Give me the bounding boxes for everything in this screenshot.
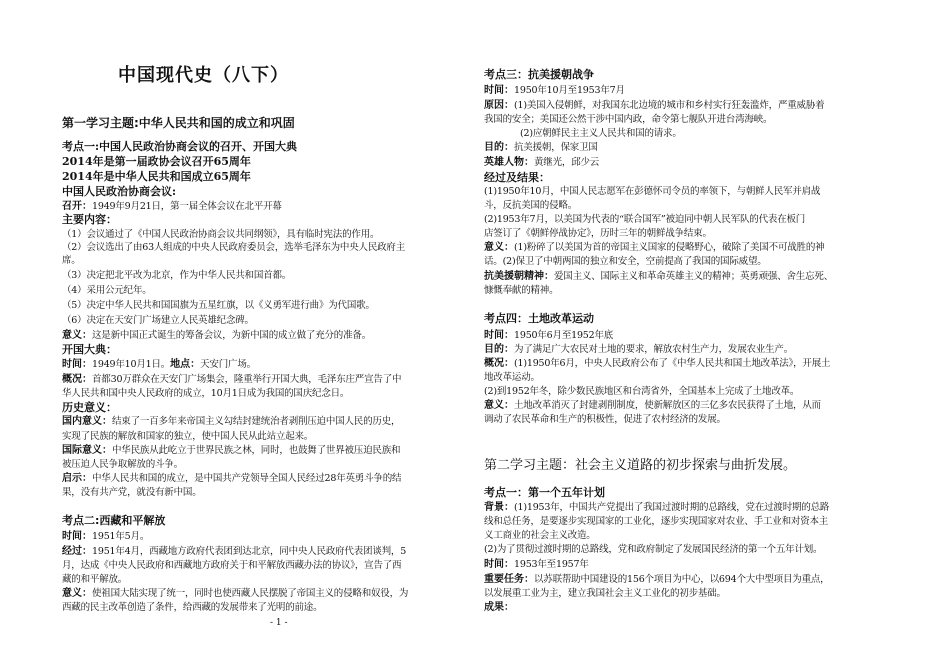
meaning-text: 调动了农民革命和生产的积极性，促进了农村经济的发展。 — [484, 414, 726, 425]
overview-text: 地改革运动。 — [484, 372, 540, 383]
goal-label: 目的： — [484, 142, 514, 153]
task-line — [484, 574, 829, 586]
ceremony-time-line — [62, 359, 256, 371]
cause-text: 我国的安全；美国还公然干涉中国内政，命令第七舰队开进台湾海峡。 — [484, 114, 773, 125]
overview-text: (1)1950年6月，中央人民政府公布了《中华人民共和国土地改革法》，开展土 — [514, 358, 831, 369]
time-label: 时间： — [484, 559, 514, 570]
meaning-label: 意义： — [484, 242, 514, 253]
k3-heading: 考点三：抗美援朝战争 — [484, 68, 594, 81]
overview-text: 华人民共和国中央人民政府的成立，10月1日成为我国的国庆纪念日。 — [62, 388, 350, 399]
background-text: (1)1953年，中国共产党提出了我国过渡时期的总路线，党在过渡时期的总路 — [514, 502, 830, 513]
meaning-text: 话。(2)保卫了中朝两国的独立和安全，空前提高了我国的国际威望。 — [484, 256, 767, 267]
background-text: 线和总任务，是要逐步实现国家的工业化，逐步实现国家对农业、手工业和对资本主 — [484, 516, 829, 527]
tibet-meaning-line — [62, 588, 408, 600]
domestic-label: 国内意义： — [62, 416, 112, 427]
background-text: (2)为了贯彻过渡时期的总路线，党和政府制定了发展国民经济的第一个五年计划。 — [484, 544, 823, 555]
spirit-text: 慷慨奉献的精神。 — [484, 285, 559, 296]
page-title: 中国现代史（八下） — [118, 65, 289, 86]
convene-line — [62, 201, 282, 213]
overview-line — [62, 374, 401, 386]
spirit-line — [484, 271, 833, 283]
overview-text: 首都30万群众在天安门广场集会，隆重举行开国大典，毛泽东庄严宣告了中 — [92, 374, 402, 385]
background-line — [484, 502, 829, 514]
theme2-heading: 第二学习主题：社会主义道路的初步探索与曲折发展。 — [484, 458, 797, 473]
insight-label: 启示： — [62, 473, 92, 484]
process-line — [62, 546, 406, 558]
convene-text: 1949年9月21日，第一届全体会议在北平开幕 — [92, 201, 282, 212]
result-heading: 经过及结果： — [484, 171, 550, 184]
goal-line — [484, 142, 598, 154]
task-text: 以发展重工业为主，建立我国社会主义工业化的初步基础。 — [484, 588, 726, 599]
result-text: (1)1950年10月，中国人民志愿军在彭德怀司令员的率领下，与朝鲜人民军并肩战 — [484, 186, 821, 197]
cppcc-heading: 中国人民政治协商会议: — [62, 185, 177, 198]
ceremony-time: 1949年10月1日。 — [92, 359, 171, 370]
content-item: （3）决定把北平改为北京，作为中华人民共和国首都。 — [62, 270, 292, 281]
spirit-label: 抗美援朝精神： — [484, 271, 554, 282]
tibet-time: 1951年5月。 — [92, 531, 150, 542]
war-time-line — [484, 85, 625, 97]
hero-line — [484, 157, 599, 169]
background-label: 背景： — [484, 502, 514, 513]
content-item: （6）决定在天安门广场建立人民英雄纪念碑。 — [62, 315, 254, 326]
main-content-heading: 主要内容： — [62, 213, 117, 226]
overview-label: 概况： — [62, 374, 92, 385]
ceremony-heading: 开国大典： — [62, 343, 117, 356]
task-text: 以苏联帮助中国建设的156个项目为中心，以694个大中型项目为重点， — [534, 574, 830, 585]
anniversary-2: 2014年是中华人民共和国成立65周年 — [62, 170, 251, 183]
process-text: 月，达成《中央人民政府和西藏地方政府关于和平解放西藏办法的协议》，宣告了西 — [62, 560, 402, 571]
war-time: 1950年10月至1953年7月 — [514, 85, 625, 96]
meaning-text: 西藏的民主改革创造了条件，给西藏的发展带来了光明的前途。 — [62, 602, 323, 613]
hero-text: 黄继光，邱少云 — [534, 157, 600, 168]
theme1-heading: 第一学习主题:中华人民共和国的成立和巩固 — [62, 116, 295, 130]
goal-text: 抗美援朝，保家卫国 — [514, 142, 598, 153]
spirit-text: 爱国主义、国际主义和革命英雄主义的精神；英勇顽强、舍生忘死、 — [554, 271, 834, 282]
meaning-text: 使祖国大陆实现了统一，同时也使西藏人民摆脱了帝国主义的侵略和奴役，为 — [92, 588, 409, 599]
meaning-text: 土地改革消灭了封建剥削制度，使新解放区的三亿多农民获得了土地，从而 — [514, 400, 821, 411]
meaning-text: 这是新中国正式诞生的筹备会议，为新中国的成立做了充分的准备。 — [92, 330, 372, 341]
fiveyear-time-line — [484, 559, 589, 571]
process-label: 经过： — [62, 546, 92, 557]
intl-label: 国际意义： — [62, 445, 112, 456]
meaning-text: (1)粉碎了以美国为首的帝国主义国家的侵略野心，破除了美国不可战胜的神 — [514, 242, 825, 253]
time-label: 时间： — [62, 359, 92, 370]
intl-text: 被压迫人民争取解放的斗争。 — [62, 459, 183, 470]
task-label: 重要任务： — [484, 574, 534, 585]
cause-label: 原因： — [484, 100, 514, 111]
overview-label: 概况： — [484, 358, 514, 369]
insight-line — [62, 473, 401, 485]
landreform-goal-line — [484, 344, 793, 356]
k4-heading: 考点四：土地改革运动 — [484, 312, 594, 325]
result-text: 店签订了《朝鲜停战协定》，历时三年的朝鲜战争结束。 — [484, 228, 712, 239]
landreform-time: 1950年6月至1952年底 — [514, 330, 614, 341]
meaning-label: 意义： — [484, 400, 514, 411]
process-text: 1951年4月，西藏地方政府代表团到达北京，同中央人民政府代表团谈判，5 — [92, 546, 407, 557]
result-text: (2)1953年7月，以美国为代表的“联合国军”被迫同中朝人民军队的代表在板门 — [484, 214, 806, 225]
content-item: （2）会议选出了由63人组成的中央人民政府委员会，选举毛泽东为中央人民政府主 — [62, 242, 406, 253]
achievement-label: 成果： — [484, 602, 514, 613]
landreform-meaning-line — [484, 400, 821, 412]
anniversary-1: 2014年是第一届政协会议召开65周年 — [62, 155, 251, 168]
insight-text: 果，没有共产党，就没有新中国。 — [62, 487, 202, 498]
hist-meaning-heading: 历史意义： — [62, 401, 117, 414]
background-text: 义工商业的社会主义改造。 — [484, 530, 596, 541]
tibet-time-line — [62, 531, 149, 543]
overview-text: (2)到1952年冬，除少数民族地区和台湾省外，全国基本上完成了土地改革。 — [484, 386, 800, 397]
process-text: 藏的和平解放。 — [62, 574, 128, 585]
landreform-goal: 为了满足广大农民对土地的要求，解放农村生产力，发展农业生产。 — [514, 344, 794, 355]
result-text: 斗，反抗美国的侵略。 — [484, 200, 578, 211]
time-label: 时间： — [62, 531, 92, 542]
cause-line — [484, 100, 824, 112]
content-item: （5）决定中华人民共和国国旗为五星红旗，以《义勇军进行曲》为代国歌。 — [62, 300, 375, 311]
time-label: 时间： — [484, 330, 514, 341]
ceremony-place: 天安门广场。 — [200, 359, 256, 370]
page-number: - 1 - — [270, 618, 288, 628]
intl-line — [62, 445, 400, 457]
domestic-text: 实现了民族的解放和国家的独立，使中国人民从此站立起来。 — [62, 431, 314, 442]
war-meaning-line — [484, 242, 824, 254]
meaning-label: 意义： — [62, 588, 92, 599]
landreform-overview-line — [484, 358, 830, 370]
place-label: 地点： — [170, 359, 201, 370]
content-item: （1）会议通过了《中国人民政治协商会议共同纲领》，具有临时宪法的作用。 — [62, 229, 380, 240]
domestic-text: 结束了一百多年来帝国主义勾结封建统治者剥削压迫中国人民的历史， — [112, 416, 401, 427]
cause-text: (2)应朝鲜民主主义人民共和国的请求。 — [520, 128, 682, 139]
content-item: 席。 — [62, 255, 81, 266]
intl-text: 中华民族从此屹立于世界民族之林，同时，也鼓舞了世界被压迫民族和 — [112, 445, 401, 456]
cause-text: (1)美国入侵朝鲜，对我国东北边境的城市和乡村实行狂轰滥炸，严重威胁着 — [514, 100, 825, 111]
content-item: （4）采用公元纪年。 — [62, 285, 152, 296]
insight-text: 中华人民共和国的成立，是中国共产党领导全国人民经过28年英勇斗争的结 — [92, 473, 402, 484]
time-label: 时间： — [484, 85, 514, 96]
convene-label: 召开： — [62, 201, 92, 212]
landreform-time-line — [484, 330, 613, 342]
domestic-line — [62, 416, 400, 428]
meaning-line — [62, 330, 371, 342]
fiveyear-heading: 考点一：第一个五年计划 — [484, 486, 605, 499]
k2-heading: 考点二:西藏和平解放 — [62, 514, 166, 527]
fiveyear-time: 1953年至1957年 — [514, 559, 589, 570]
meaning-label: 意义： — [62, 330, 92, 341]
goal-label: 目的： — [484, 344, 514, 355]
k1-heading: 考点一:中国人民政治协商会议的召开、开国大典 — [62, 140, 298, 153]
hero-label: 英雄人物： — [484, 157, 534, 168]
